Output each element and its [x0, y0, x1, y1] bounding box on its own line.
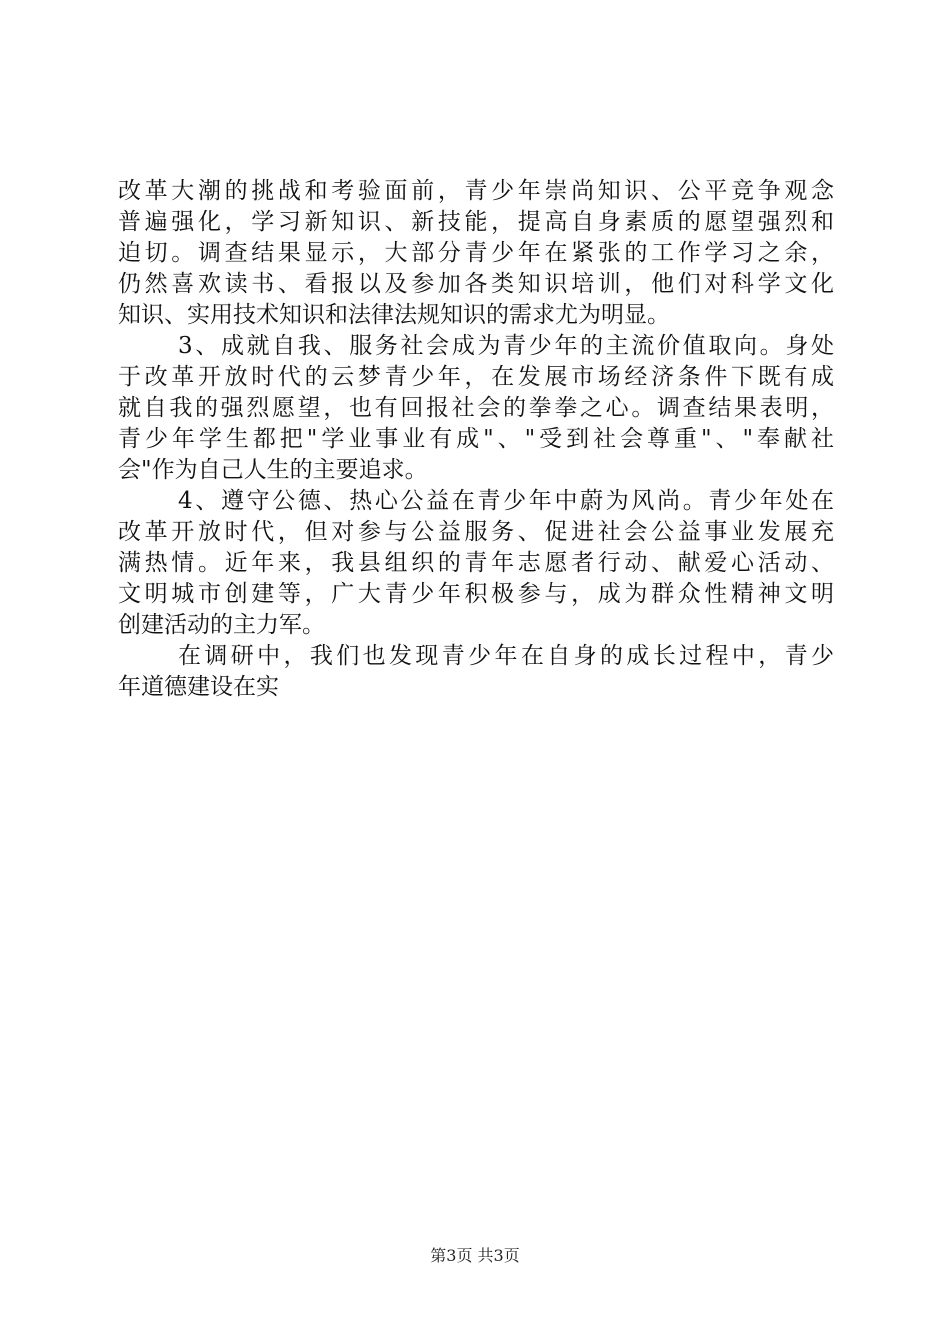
paragraph-3-start: 3、成就自我、服务社会成为青少年的主流价值取向。身处	[178, 333, 834, 359]
document-body	[118, 176, 834, 703]
page-footer	[0, 1245, 950, 1267]
paragraph-5-start: 在调研中，我们也发现青少年在自身的成长过程中，青少	[178, 643, 834, 669]
page-number: 第3页 共3页	[430, 1246, 520, 1265]
text-line: 会"作为自己人生的主要追求。	[118, 457, 428, 483]
text-line: 改革开放时代，但对参与公益服务、促进社会公益事业发展充	[118, 519, 834, 545]
text-line: 于改革开放时代的云梦青少年，在发展市场经济条件下既有成	[118, 364, 834, 390]
text-line: 迫切。调查结果显示，大部分青少年在紧张的工作学习之余，	[118, 240, 834, 266]
text-line: 改革大潮的挑战和考验面前，青少年崇尚知识、公平竞争观念	[118, 178, 834, 204]
paragraph-4-start: 4、遵守公德、热心公益在青少年中蔚为风尚。青少年处在	[178, 488, 834, 514]
text-line: 仍然喜欢读书、看报以及参加各类知识培训，他们对科学文化	[118, 271, 834, 297]
text-line: 创建活动的主力军。	[118, 612, 325, 638]
text-line: 年道德建设在实	[118, 674, 279, 700]
text-line: 知识、实用技术知识和法律法规知识的需求尤为明显。	[118, 302, 670, 328]
text-line: 就自我的强烈愿望，也有回报社会的拳拳之心。调查结果表明，	[118, 395, 834, 421]
text-line: 满热情。近年来，我县组织的青年志愿者行动、献爱心活动、	[118, 550, 834, 576]
text-line: 青少年学生都把"学业事业有成"、"受到社会尊重"、"奉献社	[118, 426, 834, 452]
text-line: 文明城市创建等，广大青少年积极参与，成为群众性精神文明	[118, 581, 834, 607]
text-line: 普遍强化，学习新知识、新技能，提高自身素质的愿望强烈和	[118, 209, 834, 235]
